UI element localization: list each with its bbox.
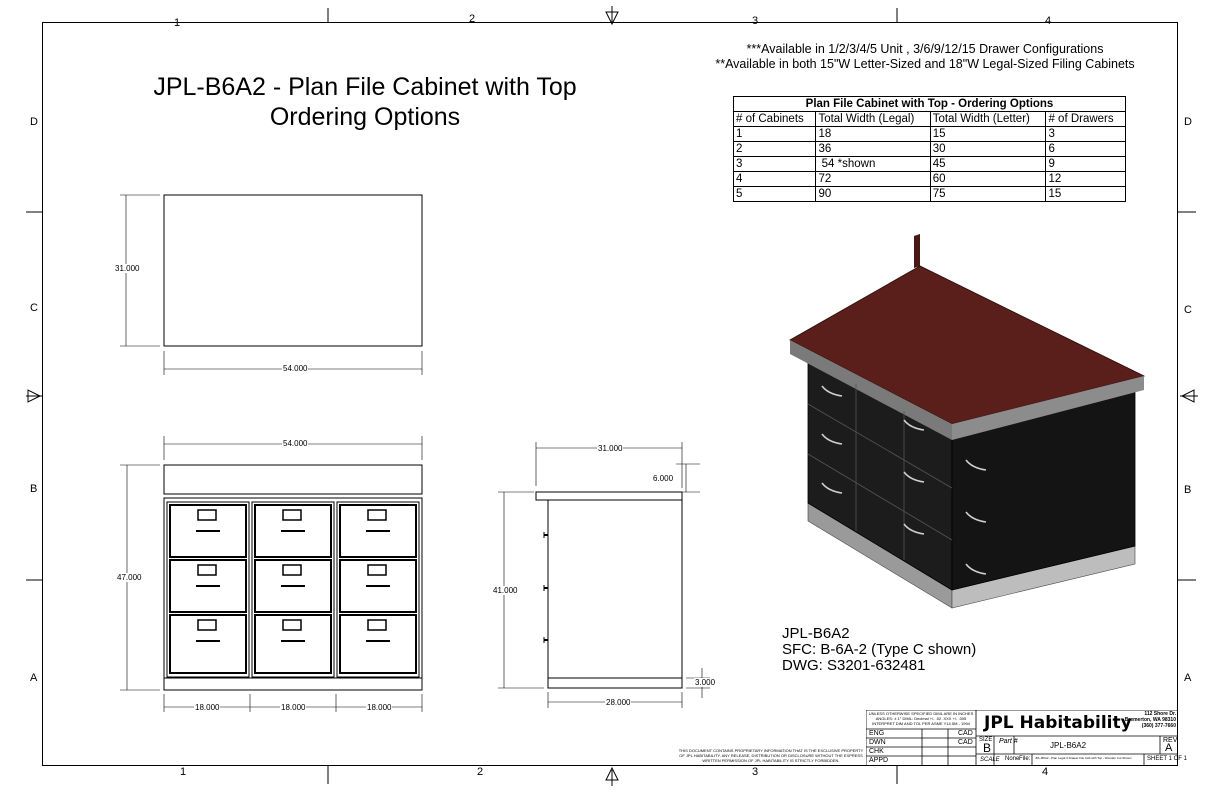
- zone-row-b-left: B: [30, 483, 38, 495]
- table-cell: 15: [930, 127, 1046, 142]
- table-cell: 30: [930, 142, 1046, 157]
- table-cell: 6: [1046, 142, 1126, 157]
- company-name: JPL Habitability: [984, 713, 1132, 733]
- table-cell: 75: [930, 187, 1046, 202]
- callout-model: JPL-B6A2: [782, 625, 850, 642]
- callout-dwg: DWG: S3201-632481: [782, 657, 926, 674]
- dim-side-depth-top: 31.000: [598, 444, 623, 453]
- tb-sheet: SHEET 1 OF 1: [1147, 756, 1187, 762]
- tb-dwn: DWN: [869, 739, 886, 746]
- tb-chk: CHK: [869, 748, 884, 755]
- tb-appd: APPD: [869, 757, 889, 764]
- title-line-1: JPL-B6A2 - Plan File Cabinet with Top: [153, 73, 577, 101]
- tb-rev: A: [1165, 742, 1173, 754]
- table-header: # of Cabinets: [734, 112, 816, 127]
- tb-file: JPL-B6A2 - Plan Legal 3 Drawer File Cab with Top - Wooden Cut Shown: [1035, 756, 1132, 760]
- company-address: 112 Shore Dr. Bremerton, WA 98310 (360) 377-7660: [1124, 711, 1176, 729]
- zone-col-3-top: 3: [752, 15, 759, 27]
- table-cell: 72: [816, 172, 930, 187]
- dim-front-width: 54.000: [283, 439, 308, 448]
- dim-top-depth: 31.000: [115, 264, 140, 273]
- callout-sfc: SFC: B-6A-2 (Type C shown): [782, 641, 977, 658]
- dim-cabinet-width-3: 18.000: [367, 703, 392, 712]
- tb-file-label: File:: [1019, 756, 1031, 762]
- table-cell: 9: [1046, 157, 1126, 172]
- table-cell: 45: [930, 157, 1046, 172]
- table-cell: 90: [816, 187, 930, 202]
- table-cell: 15: [1046, 187, 1126, 202]
- zone-col-4-top: 4: [1045, 15, 1052, 27]
- table-row: [734, 127, 1126, 142]
- tb-scale: None: [1005, 756, 1020, 762]
- table-cell: 3: [734, 157, 816, 172]
- zone-row-a-right: A: [1184, 672, 1192, 684]
- zone-col-2-top: 2: [469, 13, 476, 25]
- table-row: [734, 187, 1126, 202]
- table-cell: 4: [734, 172, 816, 187]
- table-cell: 5: [734, 187, 816, 202]
- isometric-cabinet-render: [780, 228, 1180, 648]
- zone-col-1-top: 1: [174, 17, 181, 29]
- zone-row-a-left: A: [30, 672, 38, 684]
- tb-eng: ENG: [869, 730, 885, 737]
- table-cell: 12: [1046, 172, 1126, 187]
- table-row: [734, 142, 1126, 157]
- zone-row-c-left: C: [30, 302, 38, 314]
- zone-row-b-right: B: [1184, 484, 1192, 496]
- dim-side-top-height: 6.000: [653, 474, 674, 483]
- dim-side-base: 3.000: [695, 678, 716, 687]
- zone-col-1-bottom: 1: [180, 766, 187, 778]
- dim-front-height: 47.000: [117, 573, 142, 582]
- table-header: Total Width (Letter): [930, 112, 1046, 127]
- side-view: [490, 440, 720, 710]
- table-header: # of Drawers: [1046, 112, 1126, 127]
- table-header-row: [734, 112, 1126, 127]
- tb-scale-label: SCALE: [980, 757, 1000, 763]
- availability-notes: [680, 42, 1170, 72]
- dim-cabinet-width-1: 18.000: [195, 703, 220, 712]
- tb-size-label: SIZE: [979, 737, 993, 743]
- dim-top-width: 54.000: [283, 364, 308, 373]
- table-caption: Plan File Cabinet with Top - Ordering Options: [734, 97, 1126, 112]
- table-cell: 1: [734, 127, 816, 142]
- zone-col-4-bottom: 4: [1042, 766, 1049, 778]
- tb-cad-2: CAD: [958, 739, 973, 746]
- note-line-1: ***Available in 1/2/3/4/5 Unit , 3/6/9/12/15 Drawer Configurations: [746, 42, 1104, 56]
- front-view: [110, 430, 440, 720]
- drawing-title: [60, 72, 670, 132]
- table-cell: 54 *shown: [816, 157, 930, 172]
- top-view: [100, 185, 440, 385]
- tolerance-notes: UNLESS OTHERWISE SPECIFIED DIML ARE IN INCHES ANGLES: ± 1° DIML: Decimal +/- .02 .XXX +/- .005 INTERPRET DIM AND TOL PER ASME Y14.5M - 1994: [868, 711, 974, 726]
- table-row: [734, 172, 1126, 187]
- tb-cad-1: CAD: [958, 730, 973, 737]
- model-callout: [782, 626, 976, 674]
- note-line-2: **Available in both 15"W Letter-Sized and 18"W Legal-Sized Filing Cabinets: [715, 57, 1135, 71]
- dim-side-height: 41.000: [493, 586, 518, 595]
- dim-side-depth-bottom: 28.000: [606, 698, 631, 707]
- table-cell: 3: [1046, 127, 1126, 142]
- dim-cabinet-width-2: 18.000: [281, 703, 306, 712]
- table-cell: 2: [734, 142, 816, 157]
- zone-col-3-bottom: 3: [752, 766, 759, 778]
- table-cell: 18: [816, 127, 930, 142]
- tb-part: JPL-B6A2: [1050, 741, 1087, 750]
- zone-row-d-left: D: [30, 116, 38, 128]
- table-cell: 60: [930, 172, 1046, 187]
- table-row: [734, 157, 1126, 172]
- zone-row-d-right: D: [1184, 116, 1192, 128]
- tb-rev-label: REV: [1163, 737, 1178, 744]
- table-header: Total Width (Legal): [816, 112, 930, 127]
- proprietary-notice: THIS DOCUMENT CONTAINS PROPRIETARY INFORMATION THAT IS THE EXCLUSIVE PROPERTY OF JPL HABITABILITY. ANY RELEASE, DISTRIBUTION OR DISCLOSURE WITHOUT THE EXPRESS WRITTEN PERMISSION OF JPL HABITABILITY IS STRICTLY FORBIDDEN.: [678, 748, 864, 763]
- tb-part-label: Part #: [999, 738, 1018, 745]
- table-cell: 36: [816, 142, 930, 157]
- zone-row-c-right: C: [1184, 304, 1192, 316]
- zone-col-2-bottom: 2: [477, 766, 484, 778]
- title-line-2: Ordering Options: [269, 103, 461, 131]
- tb-size: B: [983, 741, 992, 755]
- ordering-options-table: [733, 96, 1126, 202]
